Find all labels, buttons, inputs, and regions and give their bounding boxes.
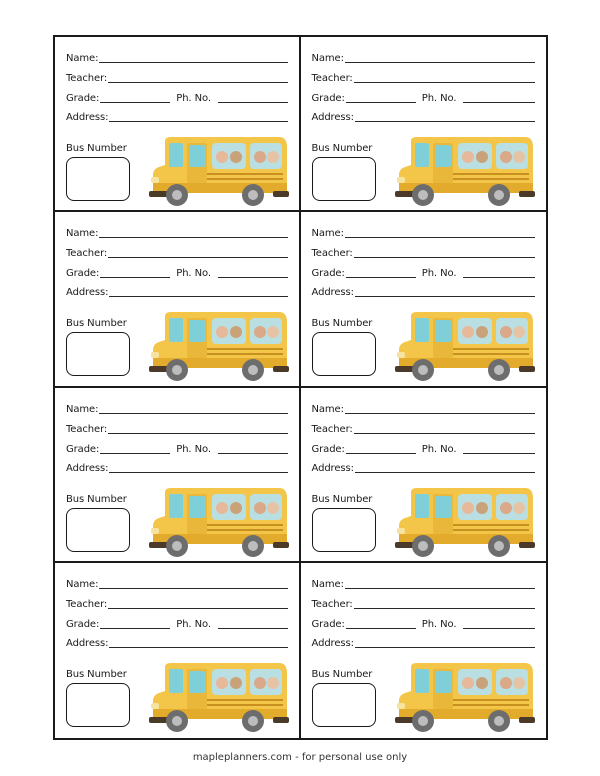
teacher-line[interactable] [108, 433, 287, 434]
grade-line[interactable] [100, 453, 170, 454]
grade-label: Grade: [311, 93, 345, 104]
bus-tag-card [301, 212, 547, 387]
address-label: Address: [66, 112, 109, 123]
bus-tag-card [55, 37, 301, 212]
teacher-line[interactable] [354, 608, 535, 609]
grade-phone-row [66, 266, 288, 280]
bus-number-label: Bus Number [311, 143, 373, 154]
school-bus-icon [391, 135, 537, 211]
bus-tag-card [301, 37, 547, 212]
bus-number-box[interactable] [312, 332, 376, 376]
teacher-row [66, 71, 288, 85]
teacher-label: Teacher: [311, 73, 353, 84]
phone-line[interactable] [218, 628, 288, 629]
address-row [66, 636, 288, 650]
phone-label: Ph. No. [176, 268, 211, 280]
name-row [66, 226, 288, 240]
name-line[interactable] [345, 588, 535, 589]
teacher-line[interactable] [108, 608, 287, 609]
bus-number-label: Bus Number [311, 668, 373, 680]
address-row [312, 636, 536, 650]
address-line[interactable] [355, 121, 535, 122]
address-line[interactable] [109, 296, 287, 297]
grade-line[interactable] [346, 102, 416, 103]
grade-line[interactable] [100, 102, 170, 103]
bus-number-box[interactable] [66, 683, 130, 727]
grade-line[interactable] [346, 453, 416, 454]
name-line[interactable] [99, 413, 287, 414]
bus-number-label: Bus Number [311, 493, 373, 505]
teacher-row [312, 422, 536, 436]
teacher-line[interactable] [108, 257, 287, 258]
teacher-row [312, 71, 536, 85]
grade-phone-row [66, 617, 288, 631]
address-row [66, 461, 288, 475]
address-row [312, 285, 536, 299]
name-line[interactable] [99, 588, 287, 589]
bus-number-box[interactable] [66, 332, 130, 376]
teacher-row [66, 246, 288, 260]
bus-tag-card [301, 388, 547, 563]
grade-label: Grade: [311, 268, 345, 280]
bus-number-label: Bus Number [66, 143, 127, 154]
school-bus-icon [391, 661, 537, 737]
teacher-label: Teacher: [311, 598, 353, 610]
address-row [66, 110, 288, 124]
address-row [312, 461, 536, 475]
address-line[interactable] [355, 472, 535, 473]
school-bus-icon [145, 486, 291, 562]
name-label: Name: [311, 403, 344, 415]
address-label: Address: [66, 637, 109, 649]
phone-line[interactable] [463, 277, 535, 278]
bus-number-box[interactable] [66, 508, 130, 552]
phone-label: Ph. No. [421, 443, 457, 455]
phone-label: Ph. No. [176, 93, 211, 104]
teacher-row [312, 246, 536, 260]
school-bus-icon [145, 135, 291, 211]
name-line[interactable] [345, 237, 535, 238]
address-label: Address: [311, 112, 354, 123]
grade-label: Grade: [66, 443, 100, 455]
phone-line[interactable] [463, 453, 535, 454]
teacher-line[interactable] [354, 82, 535, 83]
phone-label: Ph. No. [176, 618, 211, 630]
address-line[interactable] [109, 121, 287, 122]
name-row [66, 51, 288, 65]
bus-number-box[interactable] [312, 508, 376, 552]
address-line[interactable] [355, 296, 535, 297]
address-label: Address: [66, 287, 109, 299]
name-label: Name: [311, 228, 344, 240]
teacher-line[interactable] [108, 82, 287, 83]
bus-tag-card [55, 388, 301, 563]
teacher-label: Teacher: [66, 423, 108, 435]
name-label: Name: [311, 53, 344, 64]
teacher-line[interactable] [354, 257, 535, 258]
name-label: Name: [66, 403, 99, 415]
school-bus-icon [391, 310, 537, 386]
name-label: Name: [66, 228, 99, 240]
grade-phone-row [312, 617, 536, 631]
address-row [66, 285, 288, 299]
grade-label: Grade: [311, 443, 345, 455]
teacher-label: Teacher: [66, 598, 108, 610]
address-label: Address: [66, 462, 109, 474]
name-line[interactable] [99, 237, 287, 238]
name-line[interactable] [345, 62, 535, 63]
teacher-label: Teacher: [66, 248, 108, 260]
name-row [66, 402, 288, 416]
bus-number-box[interactable] [312, 157, 376, 201]
phone-label: Ph. No. [176, 443, 211, 455]
grade-phone-row [66, 91, 288, 105]
address-line[interactable] [109, 647, 287, 648]
phone-line[interactable] [463, 628, 535, 629]
address-line[interactable] [109, 472, 287, 473]
footer-credit: mapleplanners.com - for personal use only [192, 752, 408, 763]
bus-number-label: Bus Number [66, 493, 127, 505]
name-label: Name: [311, 578, 344, 590]
teacher-line[interactable] [354, 433, 535, 434]
teacher-row [66, 597, 288, 611]
name-line[interactable] [99, 62, 287, 63]
bus-tag-card [55, 563, 301, 738]
phone-line[interactable] [218, 277, 288, 278]
bus-number-box[interactable] [312, 683, 376, 727]
school-bus-icon [145, 661, 291, 737]
name-row [312, 402, 536, 416]
name-row [66, 577, 288, 591]
bus-number-label: Bus Number [66, 668, 127, 680]
address-row [312, 110, 536, 124]
phone-label: Ph. No. [421, 268, 457, 280]
grade-line[interactable] [100, 628, 170, 629]
teacher-label: Teacher: [311, 248, 353, 260]
bus-number-label: Bus Number [311, 318, 373, 330]
teacher-label: Teacher: [311, 423, 353, 435]
teacher-row [66, 422, 288, 436]
grade-label: Grade: [66, 93, 100, 104]
name-row [312, 577, 536, 591]
name-row [312, 226, 536, 240]
address-label: Address: [311, 462, 354, 474]
bus-tag-sheet [53, 35, 548, 740]
phone-label: Ph. No. [421, 618, 457, 630]
grade-line[interactable] [346, 277, 416, 278]
name-row [312, 51, 536, 65]
teacher-label: Teacher: [66, 73, 108, 84]
phone-line[interactable] [463, 102, 535, 103]
name-label: Name: [66, 53, 99, 64]
grade-phone-row [312, 91, 536, 105]
grade-line[interactable] [346, 628, 416, 629]
grade-phone-row [312, 442, 536, 456]
bus-number-label: Bus Number [66, 318, 127, 330]
school-bus-icon [145, 310, 291, 386]
grade-phone-row [312, 266, 536, 280]
grade-label: Grade: [66, 268, 100, 280]
bus-tag-card [301, 563, 547, 738]
grade-line[interactable] [100, 277, 170, 278]
bus-tag-card [55, 212, 301, 387]
bus-number-box[interactable] [66, 157, 130, 201]
grade-phone-row [66, 442, 288, 456]
grade-label: Grade: [311, 618, 345, 630]
school-bus-icon [391, 486, 537, 562]
name-label: Name: [66, 578, 99, 590]
phone-line[interactable] [218, 453, 288, 454]
phone-line[interactable] [218, 102, 288, 103]
address-line[interactable] [355, 647, 535, 648]
name-line[interactable] [345, 413, 535, 414]
grade-label: Grade: [66, 618, 100, 630]
address-label: Address: [311, 287, 354, 299]
teacher-row [312, 597, 536, 611]
address-label: Address: [311, 637, 354, 649]
phone-label: Ph. No. [421, 93, 457, 104]
